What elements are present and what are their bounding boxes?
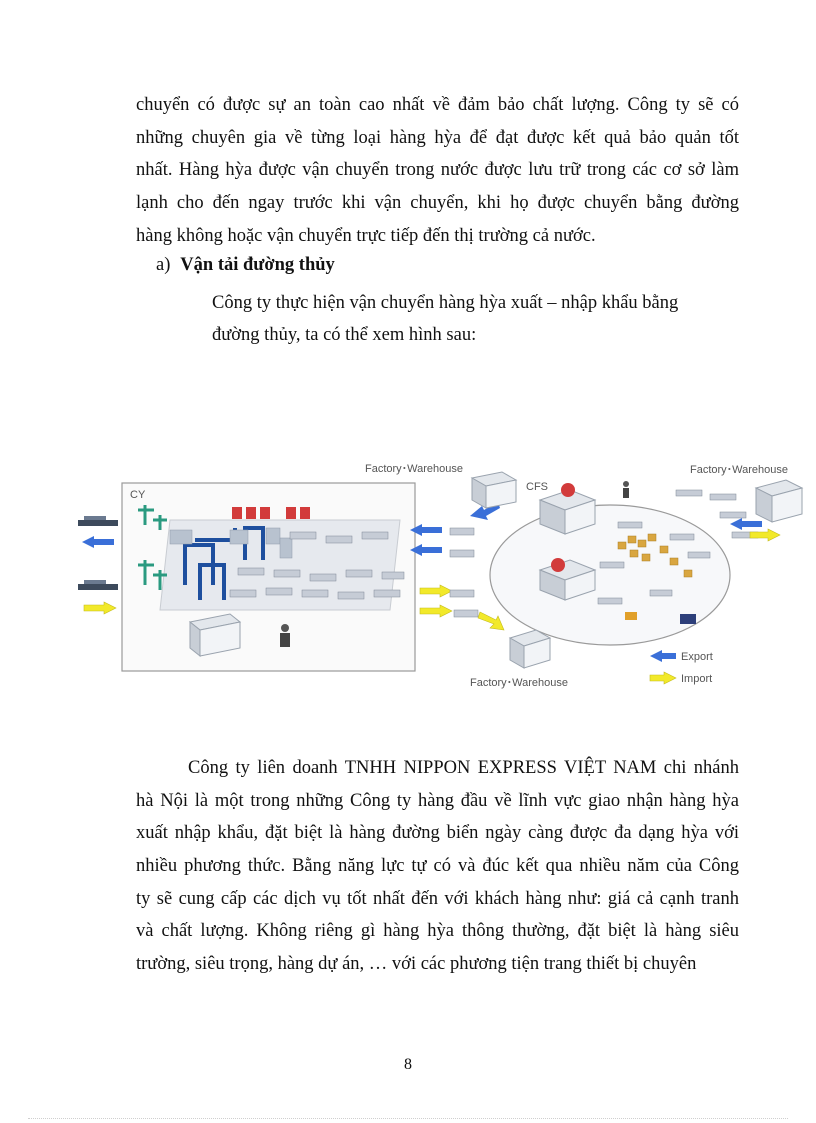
text-line: ty sẽ cung cấp các dịch vụ tốt nhất đến với khách hàng như: giá cả cạnh tranh [136, 888, 739, 909]
factory-warehouse-icon [472, 472, 516, 508]
heading-text: Vận tải đường thủy [180, 255, 335, 275]
ship-icon [78, 580, 118, 590]
paragraph-intro [212, 287, 712, 351]
text-line: nhiều phương thức. Bằng năng lực tự có và đúc kết qua nhiều năm của Công [136, 856, 739, 877]
text-line: hàng không hoặc vận chuyển trực tiếp đến thị trường cả nước. [136, 225, 596, 246]
shipping-flow-figure [70, 450, 810, 700]
warehouse-label: Factory･Warehouse [365, 463, 464, 475]
import-arrow-icon [420, 605, 452, 617]
paragraph-company [136, 752, 739, 981]
text-line: trường, siêu trọng, hàng dự án, … với các phương tiện trang thiết bị chuyên [136, 954, 697, 975]
person-icon [623, 481, 629, 498]
text-line: những chuyên gia về từng loại hàng hỳa để đạt được kết quả bảo quản tốt [136, 127, 739, 148]
warehouse-label: Factory･Warehouse [690, 464, 789, 476]
import-arrow-icon [650, 672, 676, 684]
paragraph-storage [136, 89, 739, 252]
import-arrow-icon [420, 585, 452, 597]
warehouse-label: Factory･Warehouse [470, 677, 569, 689]
section-heading [156, 255, 335, 276]
person-icon [280, 624, 290, 647]
import-arrow-icon [84, 602, 116, 614]
cfs-label: CFS [526, 481, 548, 493]
text-line: Công ty thực hiện vận chuyển hàng hỳa xuất – nhập khẩu bằng [212, 293, 679, 313]
truck-row [450, 528, 478, 617]
ship-icon [78, 516, 118, 526]
page-number: 8 [404, 1056, 412, 1073]
text-line: Công ty liên doanh TNHH NIPPON EXPRESS VIỆT NAM chi nhánh [188, 758, 739, 778]
cy-label: CY [130, 489, 146, 501]
text-line: hà Nội là một trong những Công ty hàng đầu về lĩnh vực giao nhận hàng hỳa [136, 790, 739, 811]
import-arrow-icon [750, 529, 780, 541]
legend-import-label: Import [681, 673, 713, 685]
text-line: lạnh cho đến ngay trước khi vận chuyển, khi họ được chuyển bằng đường [136, 193, 739, 214]
factory-warehouse-icon [756, 480, 802, 522]
cfs-building-icon [540, 483, 595, 534]
legend-export [650, 650, 713, 663]
export-arrow-icon [82, 536, 114, 548]
export-arrow-icon [650, 650, 676, 662]
legend-export-label: Export [681, 651, 713, 663]
export-arrow-icon [730, 518, 762, 530]
text-line: đường thủy, ta có thể xem hình sau: [212, 325, 477, 345]
legend-import [650, 672, 712, 685]
import-arrow-icon [478, 612, 504, 630]
factory-warehouse-icon [510, 630, 550, 668]
page-bottom-divider [28, 1118, 788, 1119]
text-line: chuyển có được sự an toàn cao nhất về đảm bảo chất lượng. Công ty sẽ có [136, 95, 739, 115]
text-line: và chất lượng. Không riêng gì hàng hỳa thông thường, đặt biệt là hàng siêu [136, 921, 739, 942]
text-line: nhất. Hàng hỳa được vận chuyển trong nước được lưu trữ trong các cơ sở làm [136, 160, 739, 181]
heading-marker: a) [156, 255, 171, 275]
office-building-icon [190, 614, 240, 656]
text-line: xuất nhập khẩu, đặt biệt là hàng đường biển ngày càng được đa dạng hỳa với [136, 823, 739, 844]
